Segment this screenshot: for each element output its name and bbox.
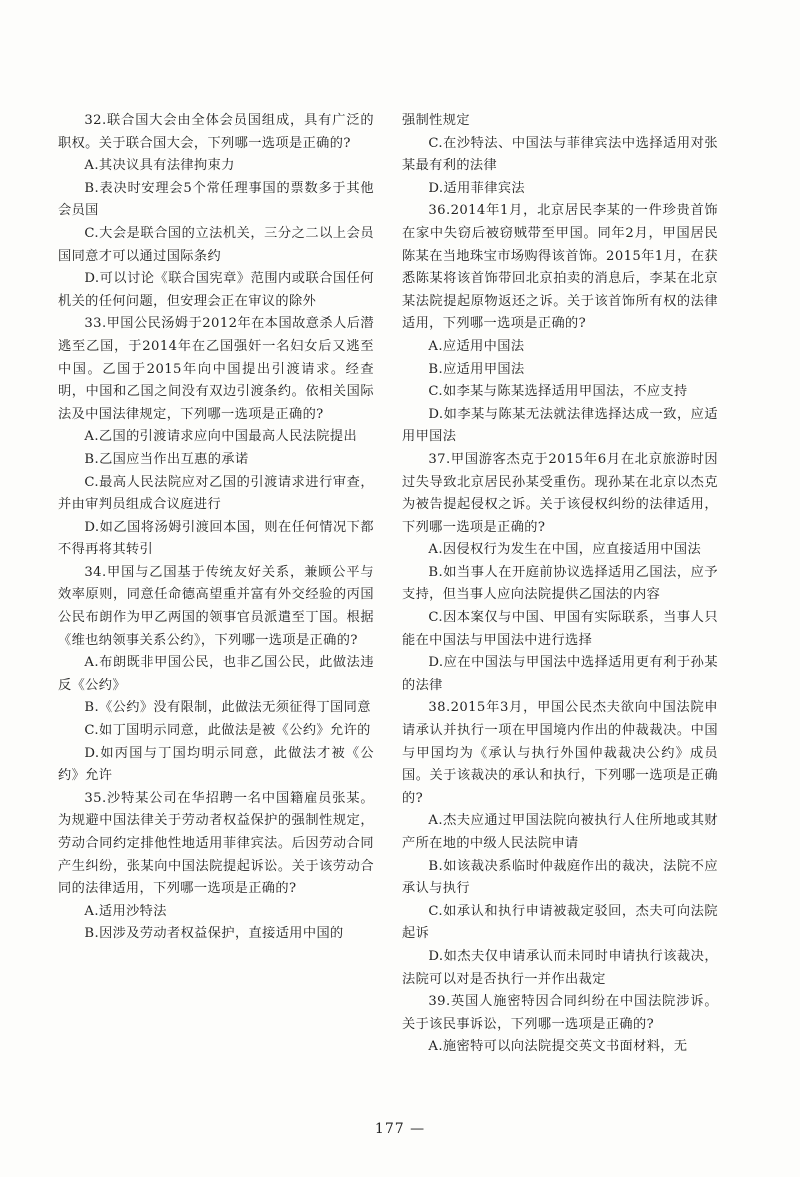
paragraph: D.如李某与陈某无法就法律选择达成一致，应适用甲国法 xyxy=(402,406,718,445)
paragraph: 32.联合国大会由全体会员国组成，具有广泛的职权。关于联合国大会，下列哪一选项是正确的? xyxy=(58,113,374,151)
paragraph: D.如杰夫仅申请承认而未同时申请执行该裁决，法院可以对是否执行一并作出裁定 xyxy=(402,948,718,987)
paragraph: D.如丙国与丁国均明示同意，此做法才被《公约》允许 xyxy=(58,745,374,784)
paragraph: B.应适用甲国法 xyxy=(428,361,525,377)
paragraph: 38.2015年3月，甲国公民杰夫欲向中国法院申请承认并执行一项在甲国境内作出的仲裁裁决。中国与甲国均为《承认与执行外国仲裁裁决公约》成员国。关于该裁决的承认和执行，下列哪一选项是正确的? xyxy=(402,700,718,806)
paragraph: B.如当事人在开庭前协议选择适用乙国法，应予支持，但当事人应向法院提供乙国法的内容 xyxy=(402,564,718,603)
paragraph: C.因本案仅与中国、甲国有实际联系，当事人只能在中国法与甲国法中进行选择 xyxy=(402,610,718,648)
paragraph: B.乙国应当作出互惠的承诺 xyxy=(84,451,249,467)
paragraph: A.杰夫应通过甲国法院向被执行人住所地或其财产所在地的中级人民法院申请 xyxy=(402,813,718,851)
paragraph: A.布朗既非甲国公民，也非乙国公民，此做法违反《公约》 xyxy=(58,655,374,693)
left-column xyxy=(58,110,374,946)
paragraph: A.适用沙特法 xyxy=(84,903,167,919)
paragraph: D.如乙国将汤姆引渡回本国，则在任何情况下都不得再将其转引 xyxy=(58,519,374,558)
paragraph: A.其决议具有法律拘束力 xyxy=(84,158,235,174)
paragraph: 37.甲国游客杰克于2015年6月在北京旅游时因过失导致北京居民孙某受重伤。现孙某在北京以杰克为被告提起侵权之诉。关于该侵权纠纷的法律适用，下列哪一选项是正确的? xyxy=(402,451,718,535)
paragraph: B.如该裁决系临时仲裁庭作出的裁决，法院不应承认与执行 xyxy=(402,858,718,897)
paragraph: C.如李某与陈某选择适用甲国法，不应支持 xyxy=(428,384,688,400)
paragraph: 34.甲国与乙国基于传统友好关系，兼顾公平与效率原则，同意任命德高望重并富有外交经验的丙国公民布朗作为甲乙两国的领事官员派遣至丁国。根据《维也纳领事关系公约》，下列哪一选项是正确的? xyxy=(58,564,374,648)
paragraph: 33.甲国公民汤姆于2012年在本国故意杀人后潜逃至乙国，于2014年在乙国强奸一名妇女后又逃至中国。乙国于2015年向中国提出引渡请求。经查明，中国和乙国之间没有双边引渡条约。依相关国际法及中国法律规定，下列哪一选项是正确的? xyxy=(58,316,374,422)
paragraph: A.应适用中国法 xyxy=(428,338,525,354)
paragraph: D.应在中国法与甲国法中选择适用更有利于孙某的法律 xyxy=(402,655,718,693)
paragraph: A.施密特可以向法院提交英文书面材料，无 xyxy=(428,1039,688,1055)
paragraph: C.如承认和执行申请被裁定驳回，杰夫可向法院起诉 xyxy=(402,903,718,942)
paragraph: A.因侵权行为发生在中国，应直接适用中国法 xyxy=(428,542,702,558)
paragraph: D.适用菲律宾法 xyxy=(428,180,526,196)
paragraph: C.最高人民法院应对乙国的引渡请求进行审查，并由审判员组成合议庭进行 xyxy=(58,474,374,513)
page-number: 177 — xyxy=(374,1121,426,1137)
paragraph: 35.沙特某公司在华招聘一名中国籍雇员张某。为规避中国法律关于劳动者权益保护的强制性规定，劳动合同约定排他性地适用菲律宾法。后因劳动合同产生纠纷，张某向中国法院提起诉讼。关于该劳动合同的法律适用，下列哪一选项是正确的? xyxy=(58,790,374,897)
paragraph: B.表决时安理会5个常任理事国的票数多于其他会员国 xyxy=(58,180,374,219)
paragraph: C.如丁国明示同意，此做法是被《公约》允许的 xyxy=(84,723,371,739)
paragraph: A.乙国的引渡请求应向中国最高人民法院提出 xyxy=(84,429,358,445)
paragraph: C.在沙特法、中国法与菲律宾法中选择适用对张某最有利的法律 xyxy=(402,135,718,174)
paragraph: D.可以讨论《联合国宪章》范围内或联合国任何机关的任何问题，但安理会正在审议的除外 xyxy=(58,271,374,309)
paragraph: B.因涉及劳动者权益保护，直接适用中国的 xyxy=(84,926,344,942)
paragraph: 强制性规定 xyxy=(402,113,470,128)
paragraph: 39.英国人施密特因合同纠纷在中国法院涉诉。关于该民事诉讼，下列哪一选项是正确的? xyxy=(402,994,718,1032)
paragraph: B.《公约》没有限制，此做法无须征得丁国同意 xyxy=(84,700,371,716)
paragraph: 36.2014年1月，北京居民李某的一件珍贵首饰在家中失窃后被窃贼带至甲国。同年2月，甲国居民陈某在当地珠宝市场购得该首饰。2015年1月，在获悉陈某将该首饰带回北京拍卖的消息后，李某在北京某法院提起原物返还之诉。关于该首饰所有权的法律适用，下列哪一选项是正确的? xyxy=(402,203,718,332)
right-column xyxy=(402,110,718,1059)
paragraph: C.大会是联合国的立法机关，三分之二以上会员国同意才可以通过国际条约 xyxy=(58,225,374,264)
